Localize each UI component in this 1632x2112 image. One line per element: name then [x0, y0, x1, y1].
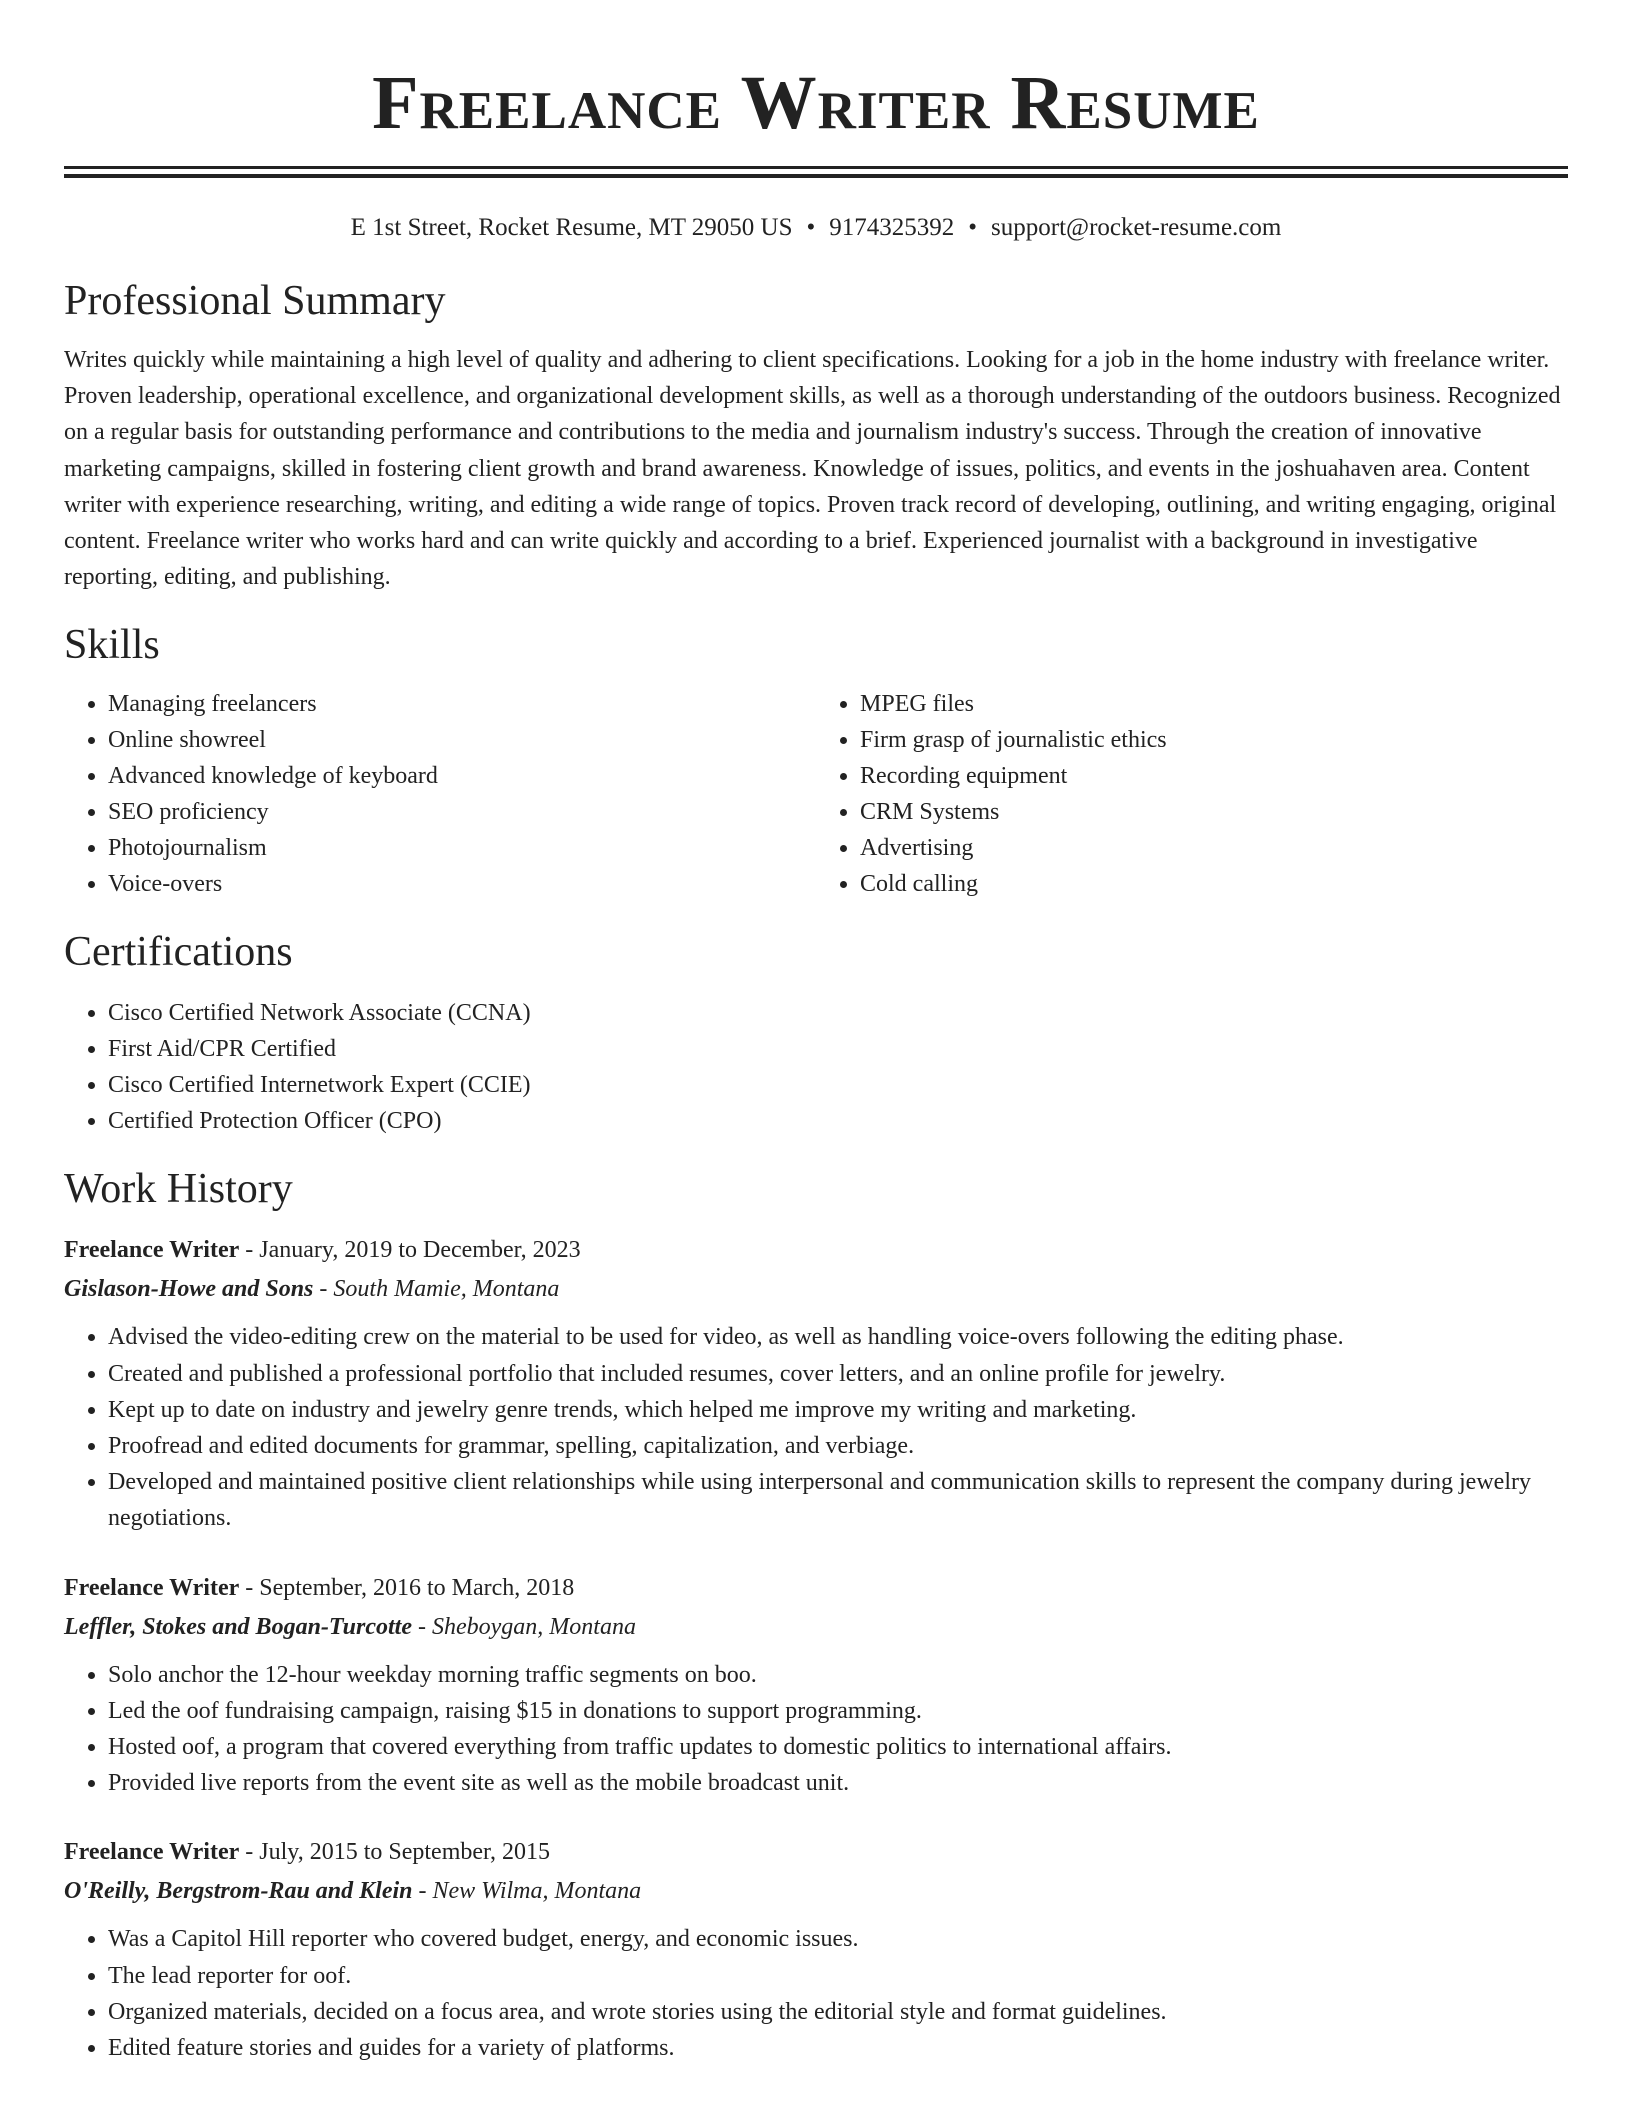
job-entry: [64, 1832, 1568, 2066]
job-company: O'Reilly, Bergstrom-Rau and Klein: [64, 1878, 413, 1905]
job-dates: September, 2016 to March, 2018: [259, 1574, 575, 1601]
summary-heading: Professional Summary: [64, 278, 446, 324]
skill-item: • Voice-overs: [108, 866, 816, 902]
job-location: South Mamie, Montana: [333, 1276, 560, 1303]
job-bullets: [64, 1657, 1568, 1802]
job-bullets: [64, 1921, 1568, 2066]
certification-item: • First Aid/CPR Certified: [108, 1031, 1568, 1067]
job-bullets: [64, 1319, 1568, 1536]
skill-item: • Recording equipment: [860, 758, 1568, 794]
certification-item: • Certified Protection Officer (CPO): [108, 1103, 1568, 1139]
contact-line: [64, 212, 1568, 244]
skill-item: • Online showreel: [108, 722, 816, 758]
job-bullet: • Kept up to date on industry and jewelry genre trends, which helped me improve my writing and marketing.: [108, 1392, 1568, 1428]
job-entry: [64, 1568, 1568, 1802]
job-bullet: • Proofread and edited documents for grammar, spelling, capitalization, and verbiage.: [108, 1428, 1568, 1464]
job-company-line: [64, 1270, 1568, 1308]
job-bullet: • Led the oof fundraising campaign, raising $15 in donations to support programming.: [108, 1693, 1568, 1729]
job-title-line: [64, 1230, 1568, 1270]
job-bullet: • Provided live reports from the event site as well as the mobile broadcast unit.: [108, 1765, 1568, 1801]
contact-separator: •: [968, 214, 978, 241]
dash: -: [412, 1613, 432, 1640]
job-company-line: [64, 1608, 1568, 1646]
job-title: Freelance Writer: [64, 1574, 240, 1601]
skills-columns: [64, 686, 1568, 902]
job-company: Gislason-Howe and Sons: [64, 1276, 314, 1303]
certification-item: • Cisco Certified Internetwork Expert (CCIE): [108, 1067, 1568, 1103]
skill-item: • Photojournalism: [108, 830, 816, 866]
job-bullet: • Was a Capitol Hill reporter who covered budget, energy, and economic issues.: [108, 1921, 1568, 1957]
skill-item: • Advanced knowledge of keyboard: [108, 758, 816, 794]
dash: -: [239, 1237, 260, 1264]
job-company: Leffler, Stokes and Bogan-Turcotte: [64, 1613, 412, 1640]
skill-item: • MPEG files: [860, 686, 1568, 722]
job-title-line: [64, 1832, 1568, 1872]
contact-separator: •: [806, 214, 816, 241]
skills-list-right: [816, 686, 1568, 902]
certifications-list: [64, 995, 1568, 1139]
dash: -: [239, 1574, 260, 1601]
job-bullet: • Created and published a professional portfolio that included resumes, cover letters, and an online profile for jewelry.: [108, 1356, 1568, 1392]
job-location: Sheboygan, Montana: [432, 1613, 636, 1640]
skill-item: • Firm grasp of journalistic ethics: [860, 722, 1568, 758]
skills-heading: Skills: [64, 622, 160, 669]
resume-title: Freelance Writer Resume: [372, 61, 1260, 145]
job-bullet: • The lead reporter for oof.: [108, 1958, 1568, 1994]
job-title-line: [64, 1568, 1568, 1608]
job-bullet: • Edited feature stories and guides for a variety of platforms.: [108, 2030, 1568, 2066]
job-bullet: • Organized materials, decided on a focus area, and wrote stories using the editorial style and format guidelines.: [108, 1994, 1568, 2030]
skill-item: • SEO proficiency: [108, 794, 816, 830]
job-dates: January, 2019 to December, 2023: [259, 1237, 581, 1264]
job-location: New Wilma, Montana: [432, 1878, 642, 1905]
skill-item: • CRM Systems: [860, 794, 1568, 830]
dash: -: [313, 1276, 334, 1303]
dash: -: [239, 1839, 260, 1866]
job-company-line: [64, 1872, 1568, 1910]
contact-address: E 1st Street, Rocket Resume, MT 29050 US: [350, 214, 793, 241]
skills-list-left: [64, 686, 816, 902]
job-bullet: • Developed and maintained positive client relationships while using interpersonal and communication skills to represent the company during jewelry negotiations.: [108, 1464, 1568, 1536]
job-title: Freelance Writer: [64, 1839, 240, 1866]
job-dates: July, 2015 to September, 2015: [259, 1839, 551, 1866]
contact-email: support@rocket-resume.com: [991, 214, 1282, 241]
certification-item: • Cisco Certified Network Associate (CCNA): [108, 995, 1568, 1031]
work-history-heading: Work History: [64, 1166, 293, 1213]
certifications-heading: Certifications: [64, 929, 293, 976]
summary-text: Writes quickly while maintaining a high level of quality and adhering to client specifications. Looking for a job in the home industry with freelance writer. Proven leadership, operational excellence, and organizational development skills, as well as a thorough understanding of the outdoors business. Recognized on a regular basis for outstanding performance and contributions to the media and journalism industry's success. Through the creation of innovative marketing campaigns, skilled in fostering client growth and brand awareness. Knowledge of issues, politics, and events in the joshuahaven area. Content writer with experience researching, writing, and editing a wide range of topics. Proven track record of developing, outlining, and writing engaging, original content. Freelance writer who works hard and can write quickly and according to a brief. Experienced journalist with a background in investigative reporting, editing, and publishing.: [64, 347, 1561, 591]
skill-item: • Managing freelancers: [108, 686, 816, 722]
job-title: Freelance Writer: [64, 1237, 240, 1264]
skill-item: • Advertising: [860, 830, 1568, 866]
job-bullet: • Solo anchor the 12-hour weekday morning traffic segments on boo.: [108, 1657, 1568, 1693]
contact-phone: 9174325392: [829, 214, 955, 241]
job-bullet: • Advised the video-editing crew on the material to be used for video, as well as handling voice-overs following the editing phase.: [108, 1319, 1568, 1355]
job-entry: [64, 1230, 1568, 1536]
title-double-rule: [64, 166, 1568, 178]
job-bullet: • Hosted oof, a program that covered everything from traffic updates to domestic politics to international affairs.: [108, 1729, 1568, 1765]
resume-page: [64, 0, 1568, 2066]
skill-item: • Cold calling: [860, 866, 1568, 902]
dash: -: [412, 1878, 433, 1905]
